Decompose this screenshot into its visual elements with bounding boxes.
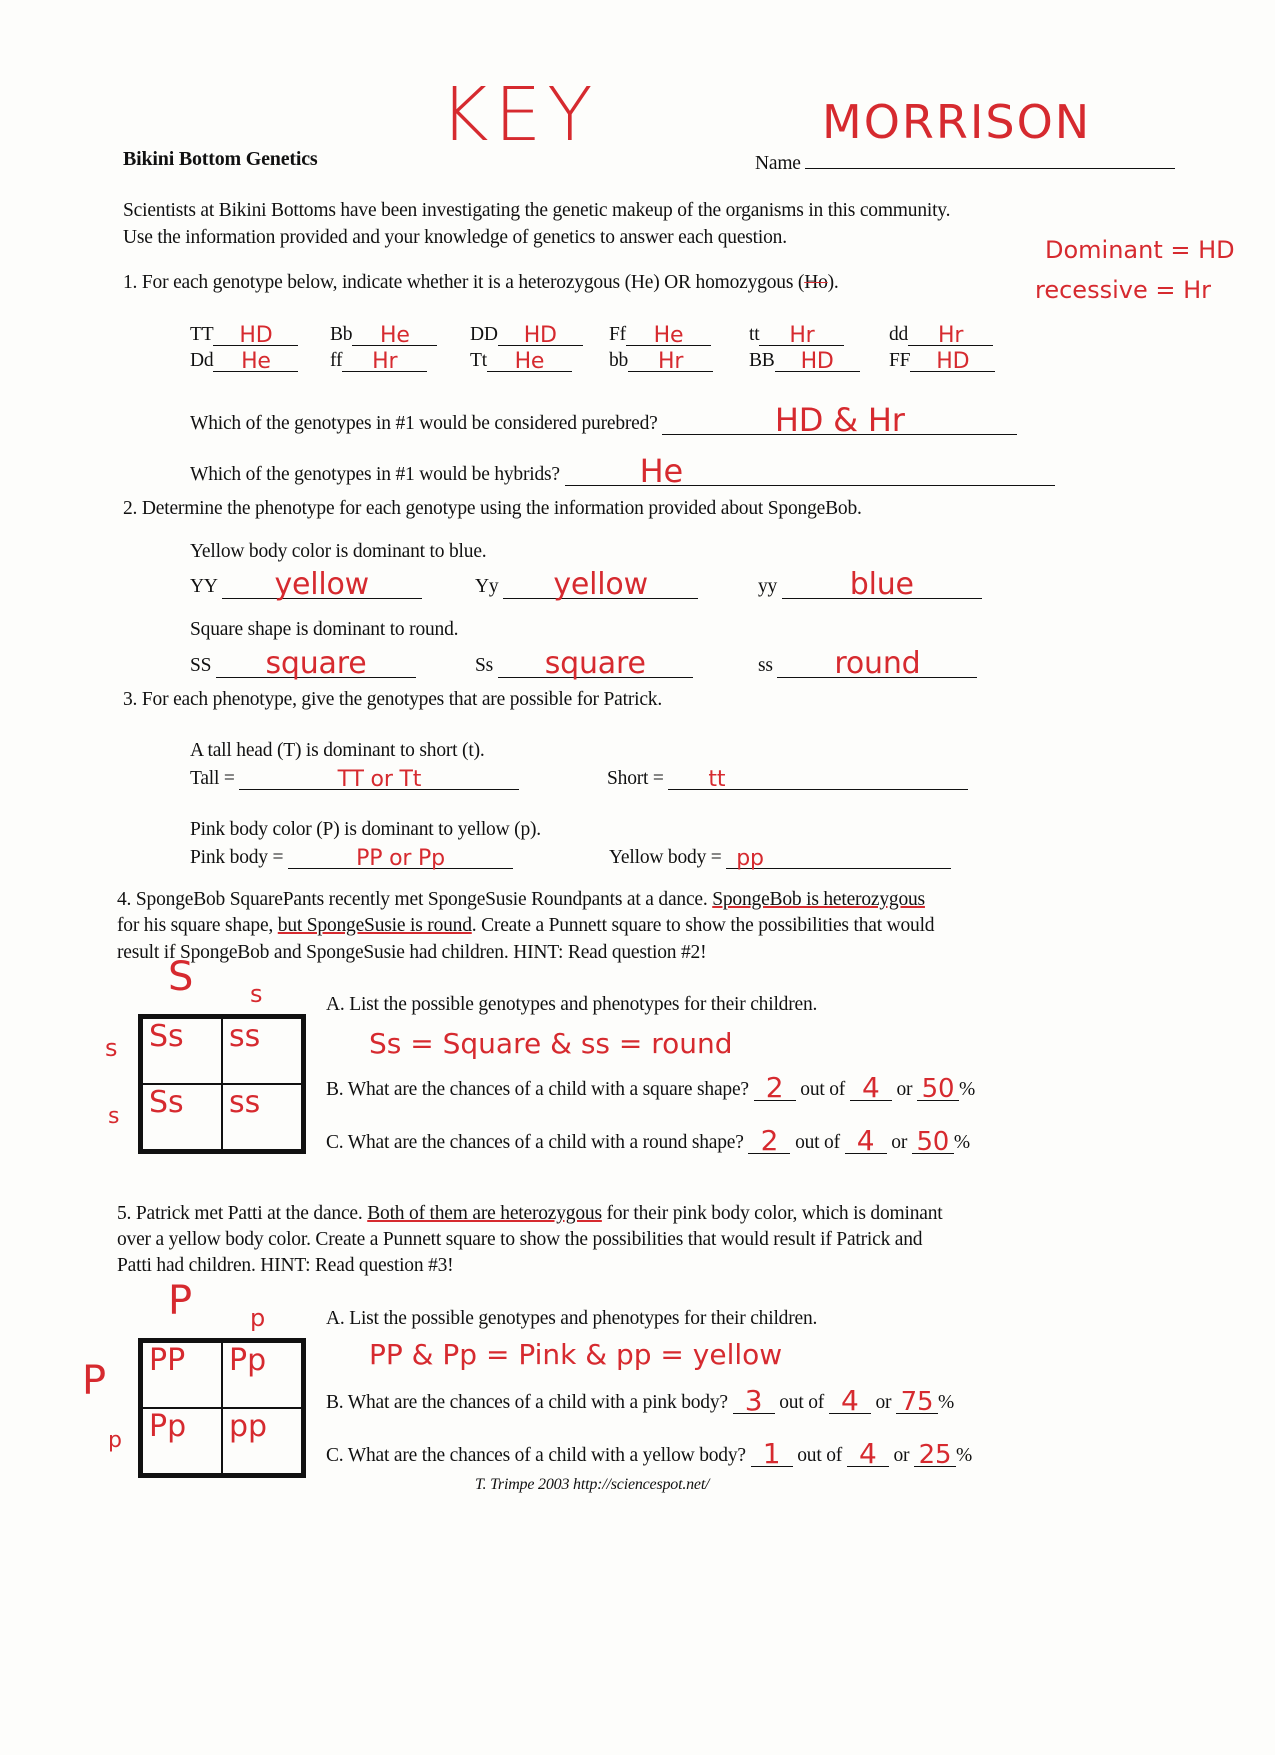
- phenotype-item: yy blue: [758, 568, 982, 599]
- punnett-top-allele: s: [250, 980, 263, 1008]
- q3-rule-1: A tall head (T) is dominant to short (t).: [190, 740, 485, 761]
- q1-prompt: 1. For each genotype below, indicate whether it is a heterozygous (He) OR homozygous (Ho).: [123, 272, 839, 293]
- genotype-answer: He: [653, 323, 684, 348]
- tall-field: Tall = TT or Tt: [190, 767, 519, 790]
- q5-a-question: A. List the possible genotypes and phenotypes for their children.: [326, 1308, 818, 1329]
- q5-line-1: 5. Patrick met Patti at the dance. Both of them are heterozygous for their pink body color, which is dominant: [117, 1203, 943, 1224]
- hybrid-answer: He: [639, 452, 683, 490]
- punnett-left-allele: P: [82, 1358, 107, 1404]
- key-mark: KEY: [440, 72, 599, 158]
- name-value: MORRISON: [822, 95, 1092, 149]
- genotype-item: FF HD: [889, 349, 995, 372]
- q5-line-2: over a yellow body color. Create a Punnett square to show the possibilities that would result if Patrick and: [117, 1229, 923, 1250]
- q4-a-answer: Ss = Square & ss = round: [369, 1027, 733, 1060]
- note-recessive: recessive = Hr: [1035, 276, 1211, 304]
- punnett-cell: ss: [222, 1018, 302, 1084]
- q3-rule-2: Pink body color (P) is dominant to yellow (p).: [190, 819, 541, 840]
- q4-line-1: 4. SpongeBob SquarePants recently met SpongeSusie Roundpants at a dance. SpongeBob is heterozygous: [117, 889, 925, 910]
- punnett-cell: PP: [142, 1342, 222, 1408]
- punnett-left-allele: p: [108, 1428, 122, 1453]
- genotype-answer: HD: [936, 349, 970, 374]
- note-dominant: Dominant = HD: [1045, 236, 1235, 264]
- intro-line-1: Scientists at Bikini Bottoms have been investigating the genetic makeup of the organisms in this community.: [123, 200, 951, 221]
- punnett-cell: Ss: [142, 1018, 222, 1084]
- purebred-answer: HD & Hr: [774, 401, 905, 439]
- phenotype-item: SS square: [190, 647, 416, 678]
- q2-rule-2: Square shape is dominant to round.: [190, 619, 459, 640]
- q4-line-2: for his square shape, but SpongeSusie is round. Create a Punnett square to show the possibilities that would: [117, 915, 935, 936]
- punnett-top-allele: P: [168, 1278, 193, 1324]
- q5-line-3: Patti had children. HINT: Read question #3!: [117, 1255, 454, 1276]
- q5-c-question: C. What are the chances of a child with a yellow body? 1 out of 4 or 25 %: [326, 1437, 973, 1470]
- punnett-left-allele: s: [105, 1034, 118, 1062]
- genotype-answer: He: [514, 349, 545, 374]
- punnett-left-allele: s: [108, 1104, 120, 1129]
- footer-credit: T. Trimpe 2003 http://sciencespot.net/: [475, 1476, 710, 1493]
- punnett-cell: Ss: [142, 1084, 222, 1150]
- punnett-cell: pp: [222, 1408, 302, 1474]
- phenotype-item: YY yellow: [190, 568, 422, 599]
- genotype-item: bb Hr: [609, 349, 713, 372]
- punnett-top-allele: S: [168, 954, 194, 1000]
- hybrid-question: Which of the genotypes in #1 would be hybrids? He: [190, 453, 1055, 486]
- genotype-answer: Hr: [372, 349, 398, 374]
- q4-c-question: C. What are the chances of a child with a round shape? 2 out of 4 or 50 %: [326, 1124, 970, 1157]
- q5-a-answer: PP & Pp = Pink & pp = yellow: [369, 1338, 783, 1371]
- intro-line-2: Use the information provided and your knowledge of genetics to answer each question.: [123, 227, 787, 248]
- short-field: Short = tt: [607, 767, 968, 790]
- genotype-answer: HD: [239, 323, 273, 348]
- genotype-item: dd Hr: [889, 323, 993, 346]
- name-field[interactable]: [755, 148, 1175, 175]
- genotype-answer: HD: [800, 349, 834, 374]
- q3-prompt: 3. For each phenotype, give the genotypes that are possible for Patrick.: [123, 689, 663, 710]
- q4-a-question: A. List the possible genotypes and phenotypes for their children.: [326, 994, 818, 1015]
- q4-line-3: result if SpongeBob and SpongeSusie had children. HINT: Read question #2!: [117, 942, 707, 963]
- punnett-square: [138, 1338, 306, 1478]
- q2-prompt: 2. Determine the phenotype for each genotype using the information provided about SpongeBob.: [123, 498, 862, 519]
- phenotype-item: Ss square: [475, 647, 693, 678]
- q5-b-question: B. What are the chances of a child with a pink body? 3 out of 4 or 75 %: [326, 1384, 955, 1417]
- punnett-cell: Pp: [222, 1342, 302, 1408]
- genotype-item: ff Hr: [330, 349, 427, 372]
- yellow-field: Yellow body = pp: [609, 846, 951, 869]
- genotype-item: TT HD: [190, 323, 298, 346]
- punnett-square: [138, 1014, 306, 1154]
- q2-rule-1: Yellow body color is dominant to blue.: [190, 541, 487, 562]
- genotype-item: DD HD: [470, 323, 583, 346]
- genotype-item: BB HD: [749, 349, 860, 372]
- purebred-question: Which of the genotypes in #1 would be considered purebred? HD & Hr: [190, 402, 1017, 435]
- genotype-answer: Hr: [938, 323, 964, 348]
- name-label: Name: [755, 153, 801, 174]
- genotype-answer: Hr: [658, 349, 684, 374]
- genotype-answer: Hr: [789, 323, 815, 348]
- phenotype-item: Yy yellow: [475, 568, 698, 599]
- genotype-item: Bb He: [330, 323, 437, 346]
- punnett-cell: ss: [222, 1084, 302, 1150]
- genotype-answer: He: [380, 323, 410, 348]
- punnett-top-allele: p: [250, 1304, 266, 1332]
- q4-b-question: B. What are the chances of a child with a square shape? 2 out of 4 or 50 %: [326, 1071, 976, 1104]
- genotype-answer: HD: [523, 323, 557, 348]
- phenotype-item: ss round: [758, 647, 977, 678]
- pink-field: Pink body = PP or Pp: [190, 846, 513, 869]
- genotype-item: tt Hr: [749, 323, 844, 346]
- genotype-item: Ff He: [609, 323, 711, 346]
- worksheet-title: Bikini Bottom Genetics: [123, 148, 318, 170]
- genotype-item: Tt He: [470, 349, 572, 372]
- genotype-answer: He: [241, 349, 271, 374]
- punnett-cell: Pp: [142, 1408, 222, 1474]
- genotype-item: Dd He: [190, 349, 298, 372]
